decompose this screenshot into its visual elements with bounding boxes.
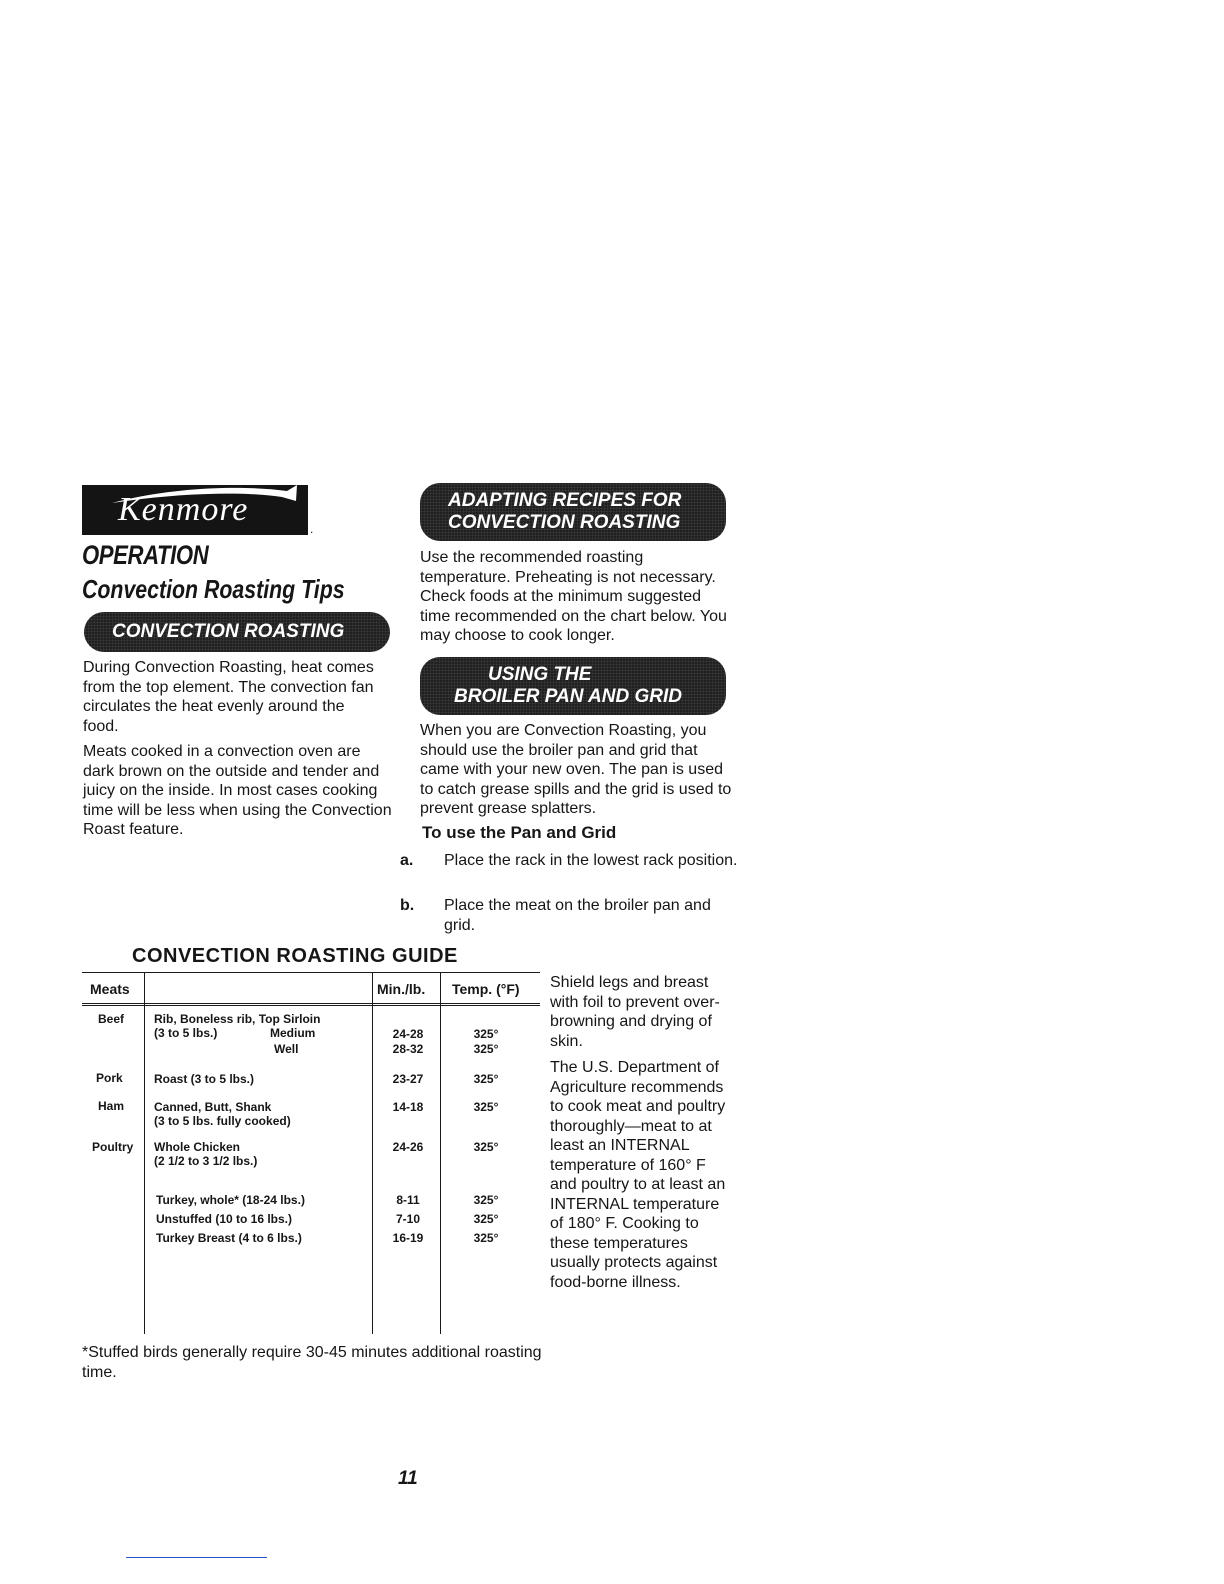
column-divider-3 [440, 972, 441, 1334]
header-meats: Meats [90, 981, 130, 997]
ham-description: Canned, Butt, Shank [154, 1100, 272, 1114]
page-number: 11 [398, 1468, 418, 1489]
beef-weight: (3 to 5 lbs.) [154, 1026, 218, 1040]
chicken-weight: (2 1/2 to 3 1/2 lbs.) [154, 1154, 258, 1168]
row-label-beef: Beef [98, 1012, 125, 1026]
adapting-recipes-banner [420, 483, 726, 541]
ham-temp: 325° [473, 1100, 499, 1114]
step-text: Place the rack in the lowest rack position. [444, 852, 738, 869]
table-header-divider-2 [82, 1005, 540, 1006]
beef-well: Well [274, 1042, 299, 1056]
step-letter: b. [400, 897, 415, 914]
pork-description: Roast (3 to 5 lbs.) [154, 1072, 255, 1086]
banner-line-2: BROILER PAN AND GRID [454, 686, 682, 707]
side-note-usda: The U.S. Department of Agriculture recommends to cook meat and poultry thoroughly—meat to at least an INTERNAL temperature of 160° F and poultry to at least an INTERNAL temperature of 180° F. Cooking to these temperatures usually protects against food-borne illness. [550, 1059, 726, 1291]
column-divider-2 [372, 972, 373, 1334]
guide-title: CONVECTION ROASTING GUIDE [132, 945, 458, 967]
ham-min: 14-18 [392, 1100, 424, 1114]
banner-text: CONVECTION ROASTING [112, 621, 345, 642]
turkey-temp: 325° [473, 1193, 499, 1207]
broiler-pan-banner [420, 657, 726, 715]
bottom-rule [126, 1557, 267, 1558]
side-note-foil: Shield legs and breast with foil to prevent over-browning and drying of skin. [550, 974, 720, 1050]
page-subtitle: Convection Roasting Tips [82, 574, 345, 604]
logo-wordmark: Kenmore [118, 491, 249, 528]
beef-medium: Medium [270, 1026, 316, 1040]
chicken-min: 24-26 [392, 1140, 424, 1154]
turkey-description: Turkey, whole* (18-24 lbs.) [156, 1193, 305, 1207]
step-text: Place the meat on the broiler pan and grid. [444, 897, 711, 934]
row-label-poultry: Poultry [92, 1140, 134, 1154]
breast-min: 16-19 [392, 1231, 424, 1245]
column-divider-1 [144, 972, 145, 1334]
banner-line-1: USING THE [488, 664, 592, 685]
unstuffed-min: 7-10 [395, 1212, 421, 1226]
beef-description: Rib, Boneless rib, Top Sirloin [154, 1012, 321, 1026]
convection-paragraph-2: Meats cooked in a convection oven are dark brown on the outside and tender and juicy on the inside. In most cases cooking time will be less when using the Convection Roast feature. [83, 743, 392, 838]
unstuffed-description: Unstuffed (10 to 16 lbs.) [156, 1212, 293, 1226]
table-top-border [82, 972, 540, 973]
banner-line-1: ADAPTING RECIPES FOR [448, 490, 682, 511]
kenmore-logo [82, 485, 308, 535]
chicken-description: Whole Chicken [154, 1140, 241, 1154]
row-label-pork: Pork [96, 1071, 123, 1085]
breast-temp: 325° [473, 1231, 499, 1245]
header-temp: Temp. (°F) [452, 981, 520, 997]
beef-well-min: 28-32 [392, 1042, 424, 1056]
convection-roasting-banner [84, 612, 390, 652]
unstuffed-temp: 325° [473, 1212, 499, 1226]
roasting-guide-table [82, 972, 540, 1334]
chicken-temp: 325° [473, 1140, 499, 1154]
beef-medium-min: 24-28 [392, 1027, 424, 1041]
convection-paragraph-1: During Convection Roasting, heat comes from the top element. The convection fan circulates the heat evenly around the food. [83, 659, 374, 735]
banner-line-2: CONVECTION ROASTING [448, 512, 681, 533]
pork-min: 23-27 [392, 1072, 424, 1086]
beef-medium-temp: 325° [473, 1027, 499, 1041]
step-letter: a. [400, 852, 414, 869]
pan-grid-heading: To use the Pan and Grid [422, 823, 617, 842]
breast-description: Turkey Breast (4 to 6 lbs.) [156, 1231, 302, 1245]
pork-temp: 325° [473, 1072, 499, 1086]
logo-trademark-dot: . [310, 522, 314, 536]
turkey-min: 8-11 [396, 1193, 420, 1207]
row-label-ham: Ham [98, 1099, 125, 1113]
footnote: *Stuffed birds generally require 30-45 minutes additional roasting time. [82, 1344, 542, 1381]
beef-well-temp: 325° [473, 1042, 499, 1056]
section-title: OPERATION [82, 540, 209, 570]
header-min-lb: Min./lb. [377, 981, 426, 997]
broiler-paragraph: When you are Convection Roasting, you should use the broiler pan and grid that came with your new oven. The pan is used to catch grease spills and the grid is used to prevent grease splatters. [420, 722, 732, 817]
ham-weight: (3 to 5 lbs. fully cooked) [154, 1114, 291, 1128]
step-a [400, 851, 744, 871]
table-header-divider [82, 1003, 540, 1004]
step-b [400, 896, 744, 935]
adapting-paragraph: Use the recommended roasting temperature. Preheating is not necessary. Check foods at the minimum suggested time recommended on the chart below. You may choose to cook longer. [420, 549, 727, 644]
